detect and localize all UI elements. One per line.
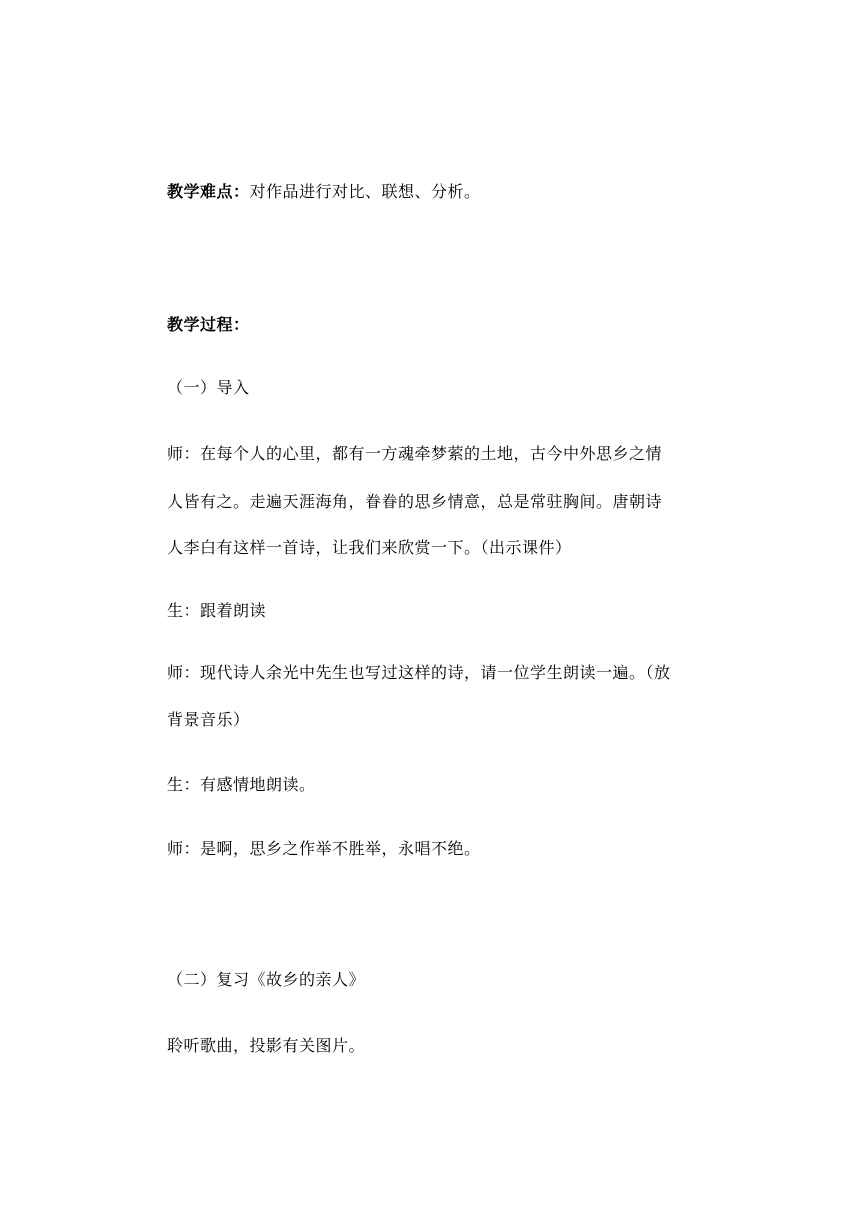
teacher-paragraph-3: 师：是啊，思乡之作举不胜举，永唱不绝。 [167, 839, 481, 858]
teaching-difficulty-label: 教学难点： [167, 182, 250, 201]
teaching-difficulty [167, 181, 707, 203]
section-1-heading: （一）导入 [167, 378, 250, 397]
teacher-paragraph-2-line-1: 师：现代诗人余光中先生也写过这样的诗，请一位学生朗读一遍。（放 [167, 663, 671, 682]
student-paragraph-1: 生：跟着朗读 [167, 601, 267, 620]
teaching-process-label: 教学过程： [167, 315, 250, 334]
teacher-paragraph-1-line-1: 师：在每个人的心里，都有一方魂牵梦萦的土地，古今中外思乡之情 [167, 444, 663, 463]
teacher-paragraph-2-line-2: 背景音乐） [167, 710, 250, 729]
section-2-heading: （二）复习《故乡的亲人》 [167, 970, 366, 989]
section-2-paragraph: 聆听歌曲，投影有关图片。 [167, 1036, 366, 1055]
teaching-difficulty-text: 对作品进行对比、联想、分析。 [249, 182, 481, 201]
teacher-paragraph-1-line-2: 人皆有之。走遍天涯海角，眷眷的思乡情意，总是常驻胸间。唐朝诗 [167, 492, 663, 511]
student-paragraph-2: 生：有感情地朗读。 [167, 775, 316, 794]
teacher-paragraph-1-line-3: 人李白有这样一首诗，让我们来欣赏一下。（出示课件） [167, 538, 572, 557]
